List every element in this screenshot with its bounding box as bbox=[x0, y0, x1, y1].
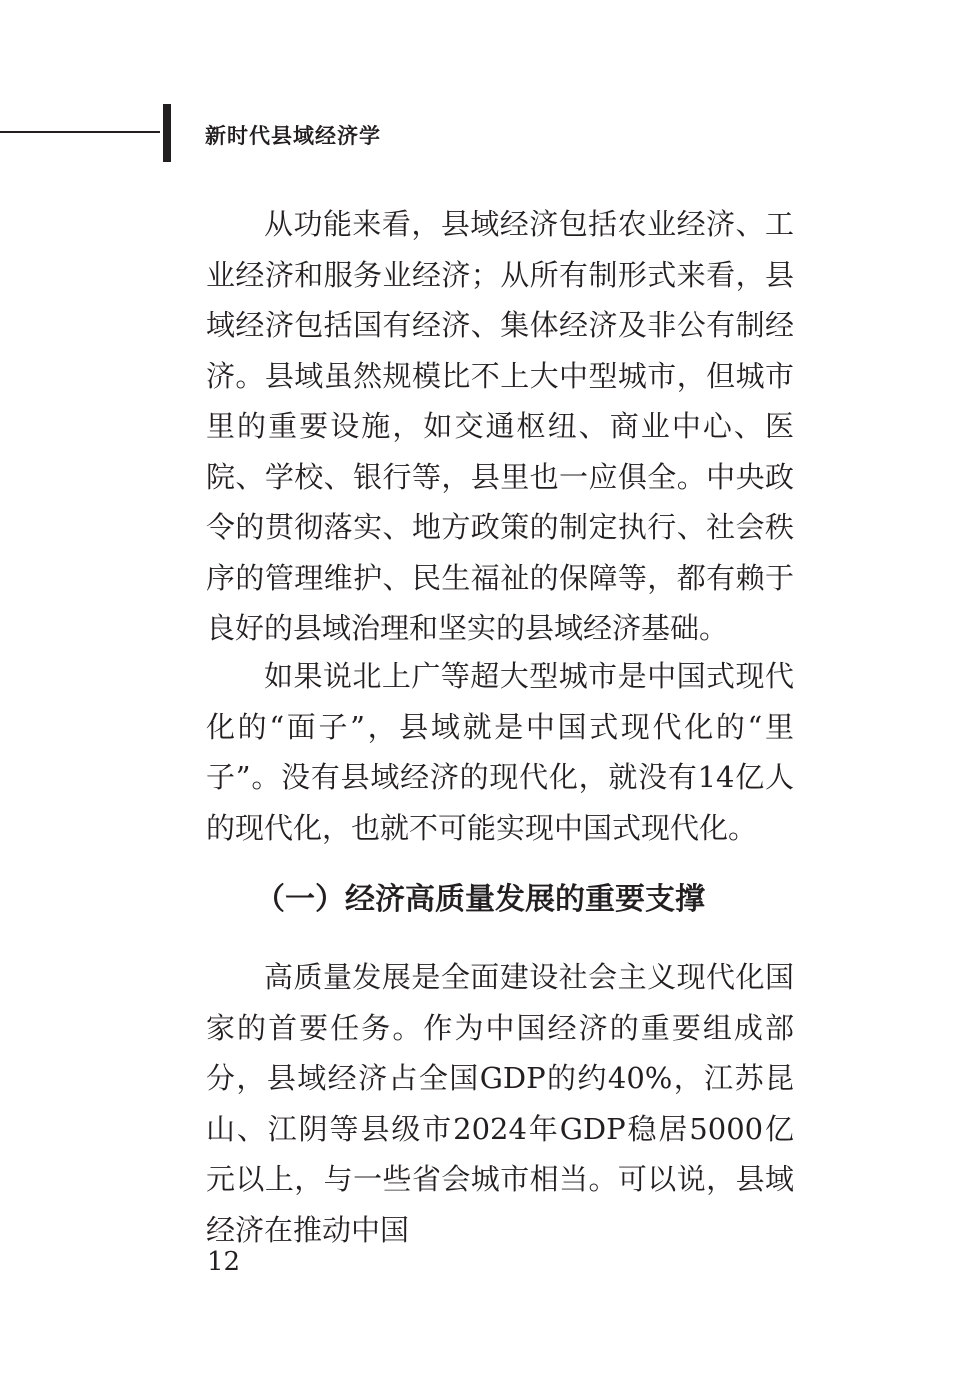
header-bar bbox=[163, 104, 171, 162]
section-heading: （一）经济高质量发展的重要支撑 bbox=[255, 882, 705, 917]
body-paragraph: 如果说北上广等超大型城市是中国式现代化的“面子”，县域就是中国式现代化的“里子”。没有县域经济的现代化，就没有14亿人的现代化，也就不可能实现中国式现代化。 bbox=[206, 659, 794, 845]
header-rule bbox=[0, 131, 160, 133]
body-paragraph: 从功能来看，县域经济包括农业经济、工业经济和服务业经济；从所有制形式来看，县域经济包括国有经济、集体经济及非公有制经济。县域虽然规模比不上大中型城市，但城市里的重要设施，如交通枢纽、商业中心、医院、学校、银行等，县里也一应俱全。中央政令的贯彻落实、地方政策的制定执行、社会秩序的管理维护、民生福祉的保障等，都有赖于良好的县域治理和坚实的县域经济基础。 bbox=[206, 207, 794, 645]
page-number: 12 bbox=[207, 1247, 241, 1277]
running-head: 新时代县域经济学 bbox=[205, 124, 381, 148]
body-paragraph: 高质量发展是全面建设社会主义现代化国家的首要任务。作为中国经济的重要组成部分，县域经济占全国GDP的约40%，江苏昆山、江阴等县级市2024年GDP稳居5000亿元以上，与一些省会城市相当。可以说，县域经济在推动中国 bbox=[206, 960, 794, 1247]
